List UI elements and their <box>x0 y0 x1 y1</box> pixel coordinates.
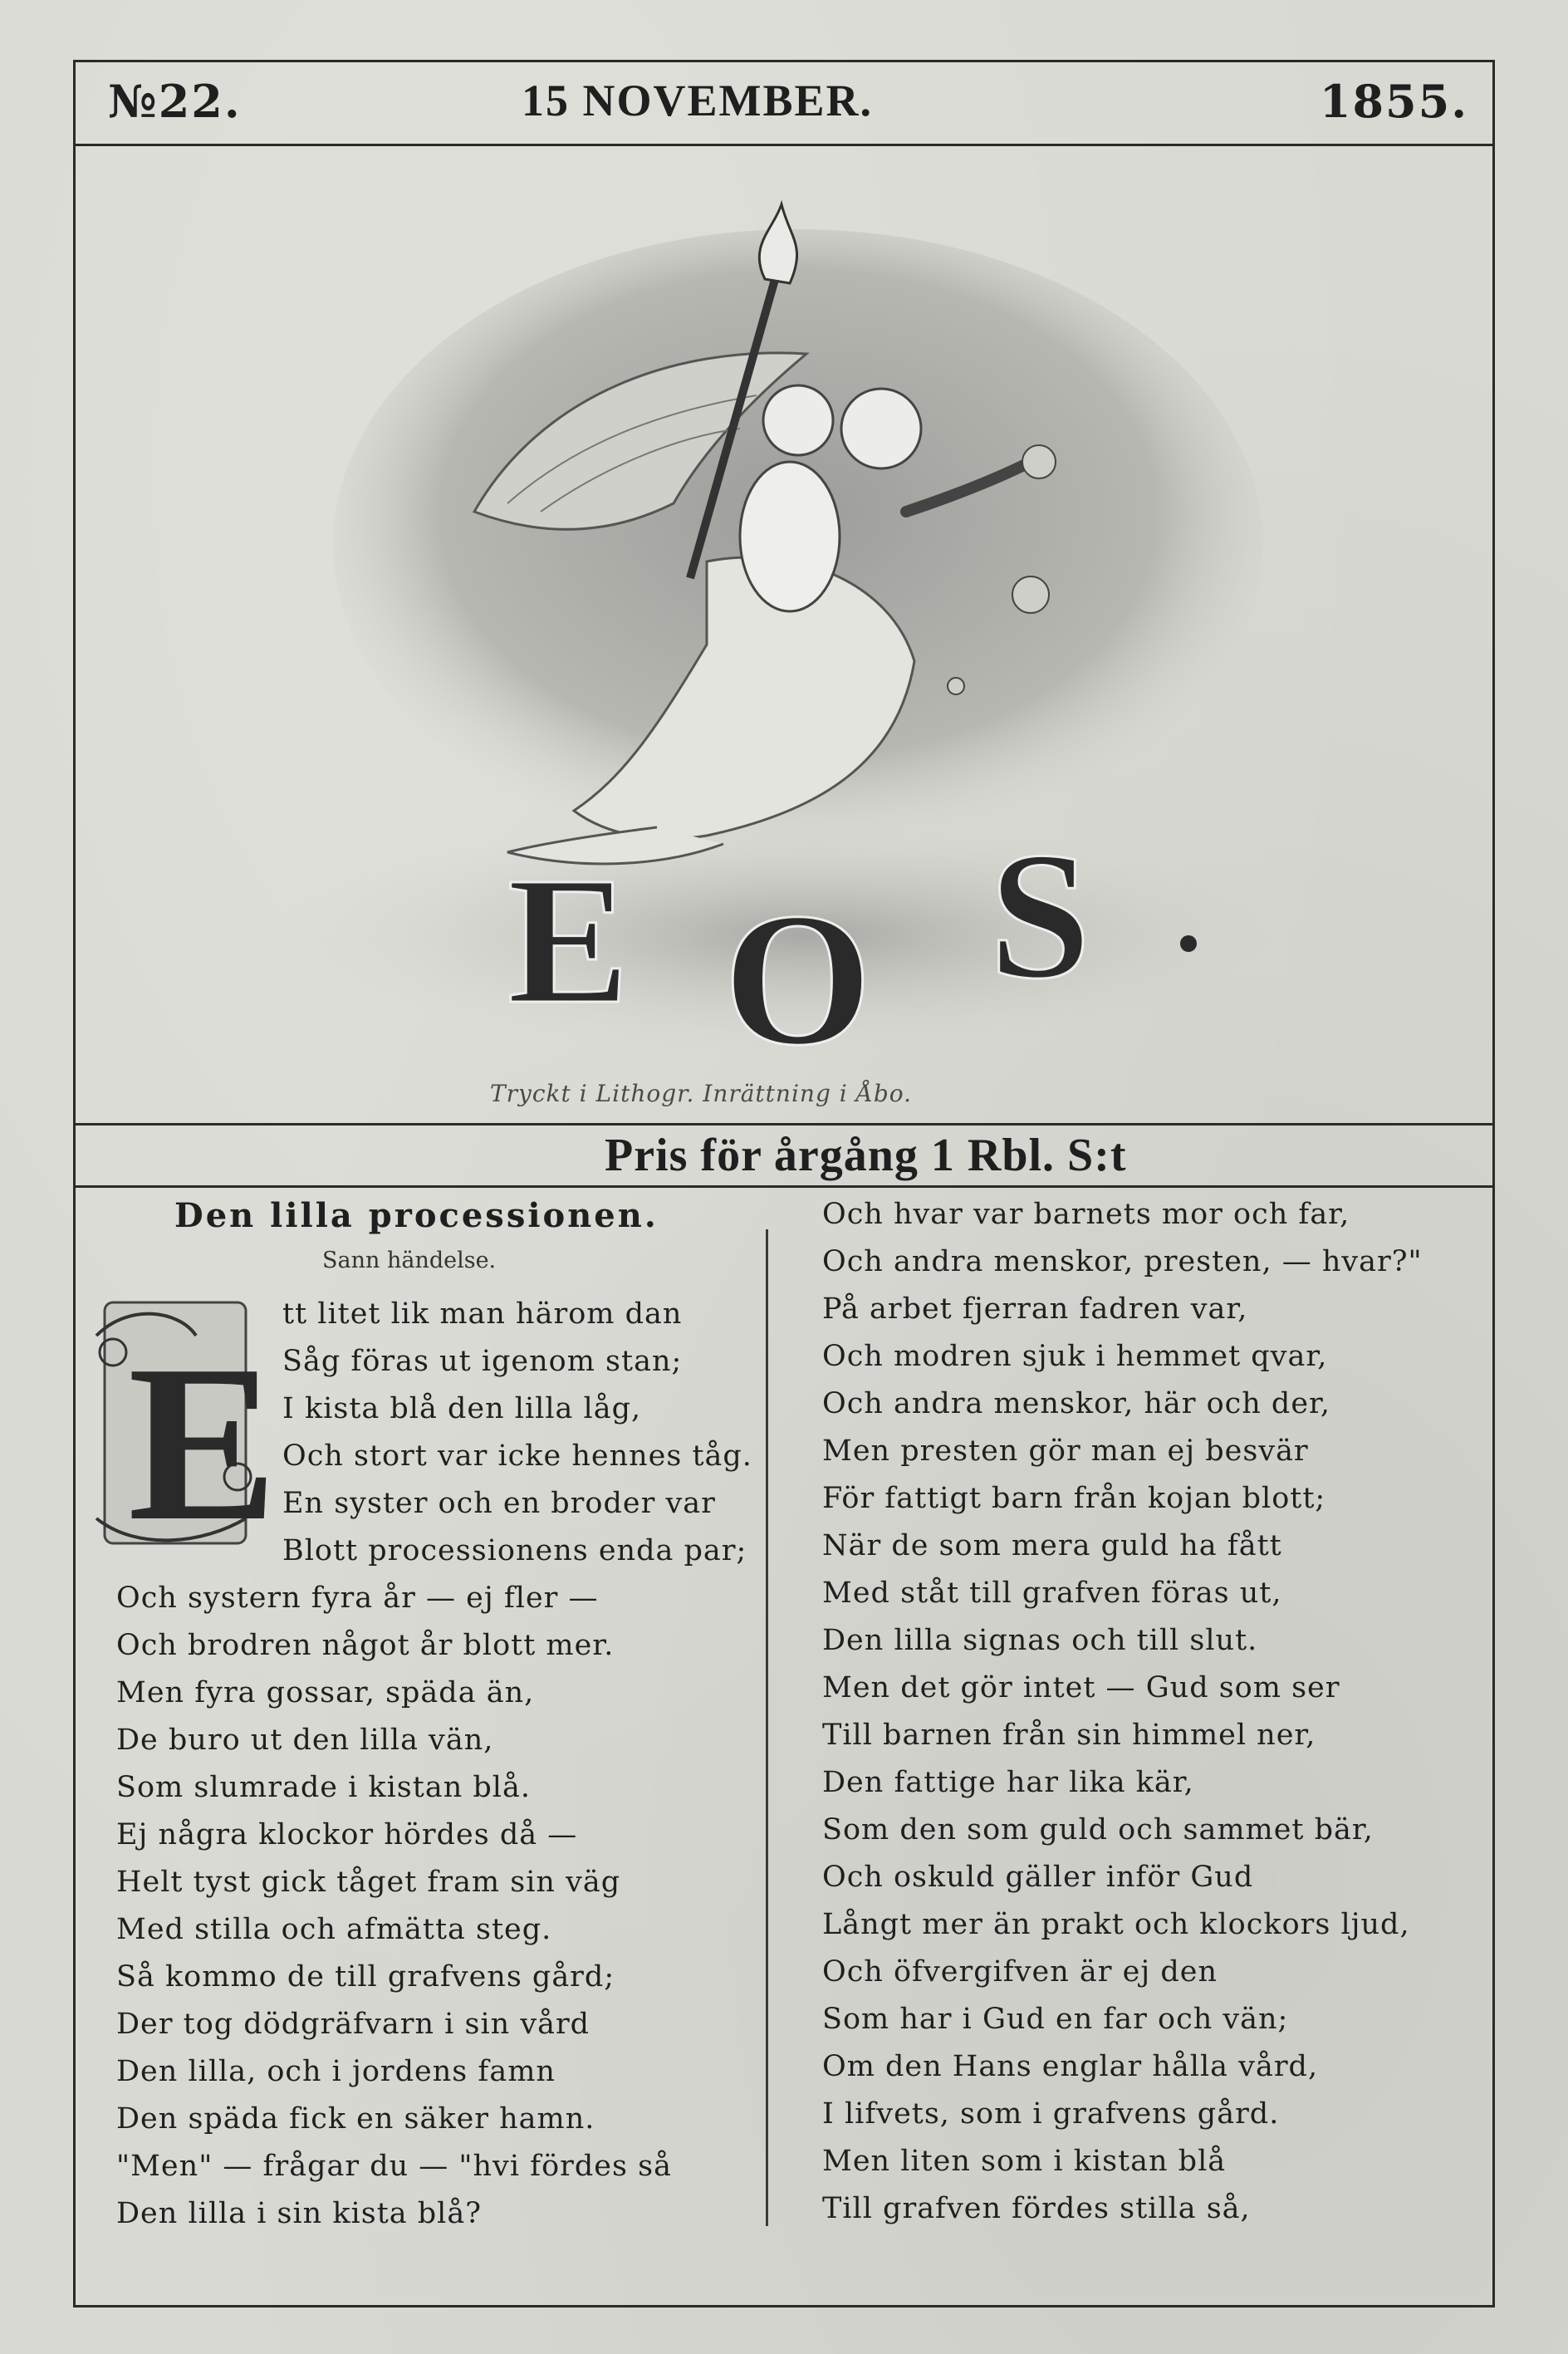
poem-line: Men fyra gossar, späda än, <box>116 1676 535 1709</box>
lithograph-credit: Tryckt i Lithogr. Inrättning i Åbo. <box>490 1080 913 1107</box>
poem-line: tt litet lik man härom dan <box>282 1297 683 1331</box>
masthead <box>73 60 1495 146</box>
issue-year: 1855. <box>1319 75 1468 128</box>
poem-line: "Men" — frågar du — "hvi fördes så <box>116 2150 672 2183</box>
poem-line: En syster och en broder var <box>282 1487 716 1520</box>
issue-number: №22. <box>108 75 242 128</box>
issue-date: 15 NOVEMBER. <box>522 76 874 125</box>
poem-line: Till grafven fördes stilla så, <box>822 2192 1251 2225</box>
poem-line: Den lilla i sin kista blå? <box>116 2197 483 2230</box>
column-divider <box>766 1229 768 2226</box>
poem-line: Som den som guld och sammet bär, <box>822 1813 1374 1846</box>
title-illustration <box>76 146 1492 1120</box>
poem-line: Men liten som i kistan blå <box>822 2145 1227 2178</box>
letter-s: S <box>989 814 1091 1017</box>
poem-line: Om den Hans englar hålla vård, <box>822 2050 1319 2083</box>
poem-line: Och hvar var barnets mor och far, <box>822 1198 1350 1231</box>
poem-line: Långt mer än prakt och klockors ljud, <box>822 1908 1410 1941</box>
poem-line: Den lilla signas och till slut. <box>822 1624 1258 1657</box>
poem-line: För fattigt barn från kojan blott; <box>822 1482 1326 1515</box>
poem-line: När de som mera guld ha fått <box>822 1529 1282 1562</box>
poem-line: Helt tyst gick tåget fram sin väg <box>116 1866 621 1899</box>
cherub-head <box>763 385 833 455</box>
poem-line: Och oskuld gäller inför Gud <box>822 1861 1254 1894</box>
poem-line: Och öfvergifven är ej den <box>822 1955 1218 1989</box>
poem-line: Till barnen från sin himmel ner, <box>822 1719 1316 1752</box>
poem-subtitle: Sann händelse. <box>322 1248 497 1273</box>
angel-engraving <box>76 146 1492 1120</box>
poem-line: Och brodren något år blott mer. <box>116 1629 615 1662</box>
poem-line: Och andra menskor, presten, — hvar?" <box>822 1245 1423 1278</box>
poem-line: Men det gör intet — Gud som ser <box>822 1671 1340 1704</box>
poem-title: Den lilla processionen. <box>174 1196 659 1235</box>
poem-line: Men presten gör man ej besvär <box>822 1434 1309 1468</box>
svg-text:E: E <box>128 1319 271 1560</box>
price-bar <box>73 1123 1495 1188</box>
letter-o: O <box>723 873 872 1085</box>
letter-e: E <box>507 839 630 1042</box>
poem-line: I kista blå den lilla låg, <box>282 1392 642 1425</box>
poem-line: Och stort var icke hennes tåg. <box>282 1439 752 1473</box>
poem-line: Med stilla och afmätta steg. <box>116 1913 552 1946</box>
poem-line: Och systern fyra år — ej fler — <box>116 1582 599 1615</box>
angel-head <box>841 389 921 468</box>
subscription-price: Pris för årgång 1 Rbl. S:t <box>605 1130 1127 1181</box>
poem-line: Med ståt till grafven föras ut, <box>822 1577 1282 1610</box>
poem-line: Som har i Gud en far och vän; <box>822 2003 1289 2036</box>
poem-line: De buro ut den lilla vän, <box>116 1724 494 1757</box>
poem-line: Der tog dödgräfvarn i sin vård <box>116 2008 590 2041</box>
poem-line: Den lilla, och i jordens famn <box>116 2055 556 2088</box>
poem-line: Den fattige har lika kär, <box>822 1766 1194 1799</box>
poem-line: På arbet fjerran fadren var, <box>822 1292 1248 1326</box>
poem-line: Den späda fick en säker hamn. <box>116 2102 595 2136</box>
poem-line: Så kommo de till grafvens gård; <box>116 1960 615 1994</box>
poem-line: Och modren sjuk i hemmet qvar, <box>822 1340 1328 1373</box>
poem-line: Blott processionens enda par; <box>282 1534 747 1567</box>
poem-line: I lifvets, som i grafvens gård. <box>822 2097 1280 2131</box>
decorative-dropcap <box>80 1286 271 1560</box>
poem-line: Och andra menskor, här och der, <box>822 1387 1331 1420</box>
poem-line: Som slumrade i kistan blå. <box>116 1771 531 1804</box>
poem-line: Ej några klockor hördes då — <box>116 1818 578 1851</box>
poem-line: Såg föras ut igenom stan; <box>282 1345 683 1378</box>
